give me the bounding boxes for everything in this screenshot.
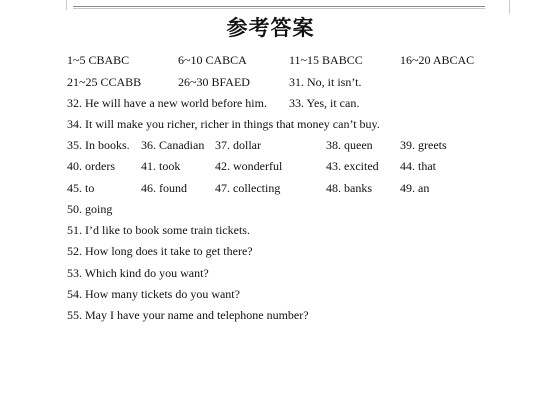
header-rule-secondary xyxy=(73,8,485,9)
answer-50: 50. going xyxy=(67,202,113,216)
answer-33: 33. Yes, it can. xyxy=(289,96,360,110)
answer-51: 51. I’d like to book some train tickets. xyxy=(67,223,250,237)
answer-41: 41. took xyxy=(141,159,181,173)
answer-48: 48. banks xyxy=(326,181,372,195)
answer-39: 39. greets xyxy=(400,138,447,152)
answer-52: 52. How long does it take to get there? xyxy=(67,244,253,258)
answer-11-15: 11~15 BABCC xyxy=(289,53,363,67)
answer-26-30: 26~30 BFAED xyxy=(178,75,250,89)
answer-43: 43. excited xyxy=(326,159,379,173)
header-rule xyxy=(73,6,485,7)
answer-21-25: 21~25 CCABB xyxy=(67,75,142,89)
answer-45: 45. to xyxy=(67,181,95,195)
answer-46: 46. found xyxy=(141,181,187,195)
answer-34: 34. It will make you richer, richer in things that money can’t buy. xyxy=(67,117,380,131)
answer-55: 55. May I have your name and telephone number? xyxy=(67,308,309,322)
page-title: 参考答案 xyxy=(226,16,315,40)
answer-36: 36. Canadian xyxy=(141,138,205,152)
answer-53: 53. Which kind do you want? xyxy=(67,266,209,280)
answer-1-5: 1~5 CBABC xyxy=(67,53,130,67)
answer-6-10: 6~10 CABCA xyxy=(178,53,247,67)
answer-44: 44. that xyxy=(400,159,436,173)
answer-31: 31. No, it isn’t. xyxy=(289,75,362,89)
answer-37: 37. dollar xyxy=(215,138,261,152)
answer-54: 54. How many tickets do you want? xyxy=(67,287,240,301)
page-corner-mark-left xyxy=(66,0,67,10)
answer-40: 40. orders xyxy=(67,159,115,173)
answer-42: 42. wonderful xyxy=(215,159,283,173)
answer-35: 35. In books. xyxy=(67,138,130,152)
answer-49: 49. an xyxy=(400,181,430,195)
answer-16-20: 16~20 ABCAC xyxy=(400,53,475,67)
answer-47: 47. collecting xyxy=(215,181,281,195)
answer-38: 38. queen xyxy=(326,138,373,152)
answer-32: 32. He will have a new world before him. xyxy=(67,96,267,110)
